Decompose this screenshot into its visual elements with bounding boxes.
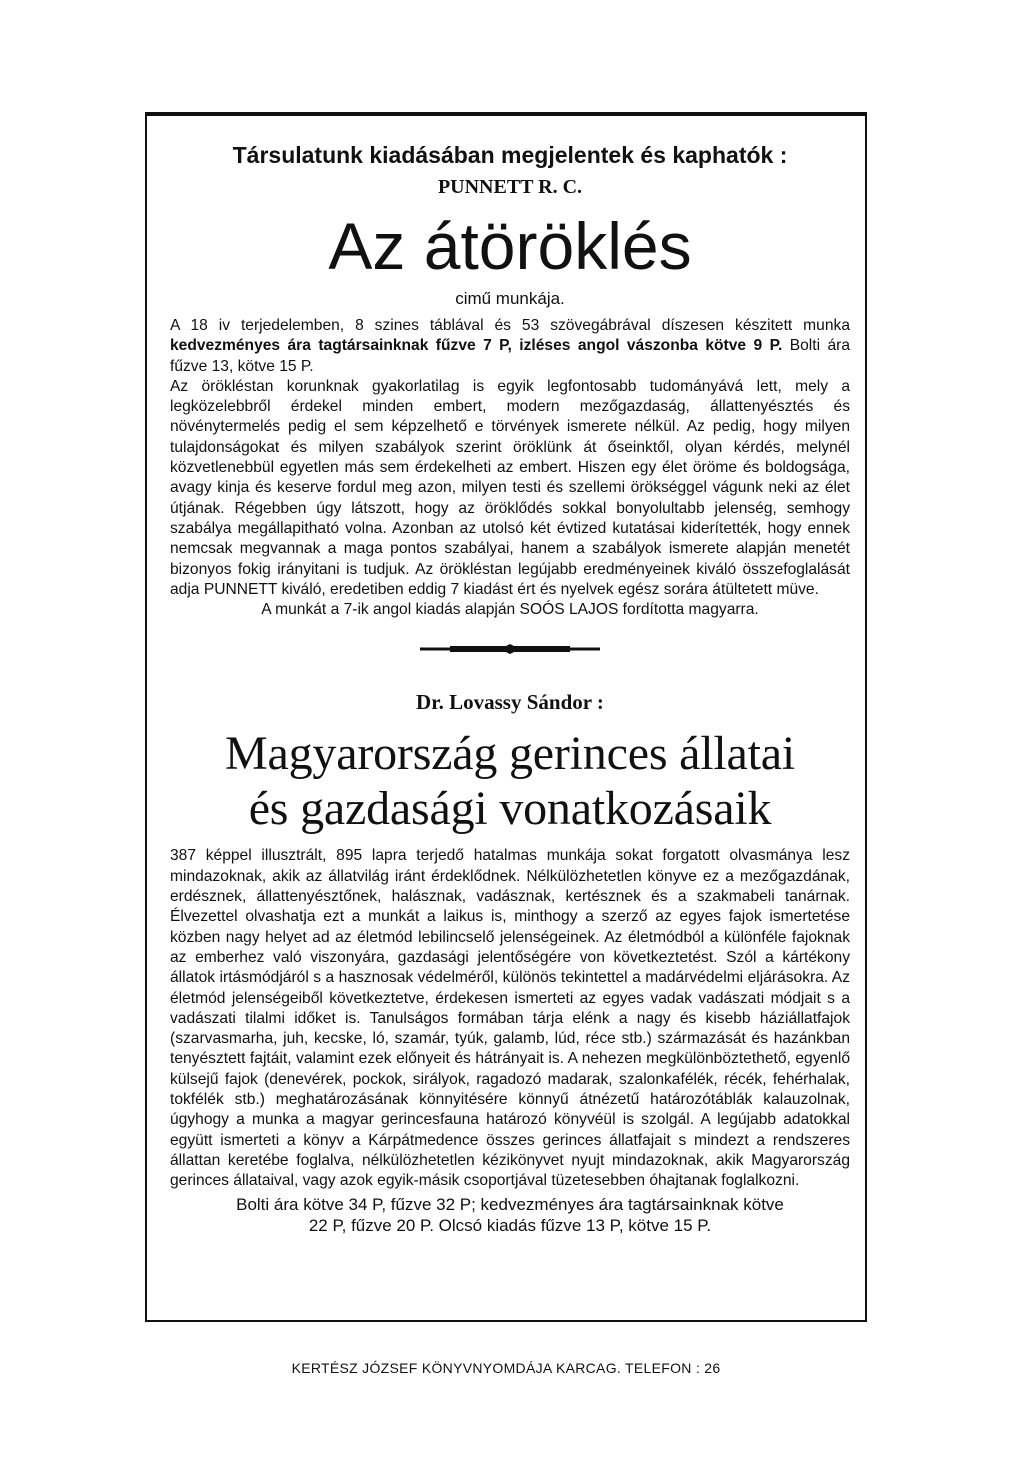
book2-price-line1: Bolti ára kötve 34 P, fűzve 32 P; kedvezményes ára tagtársainknak kötve bbox=[236, 1194, 784, 1214]
book2-price-line2: 22 P, fűzve 20 P. Olcsó kiadás fűzve 13 P, kötve 15 P. bbox=[308, 1215, 712, 1235]
book1-title: Az átöröklés bbox=[328, 209, 692, 283]
book1-translation-note: A munkát a 7-ik angol kiadás alapján SOÓS LAJOS fordította magyarra. bbox=[261, 601, 759, 619]
book1-description-a: A 18 iv terjedelemben, 8 szines táblával és 53 szövegábrával díszesen készitett munka bbox=[170, 317, 850, 334]
book2-author: Dr. Lovassy Sándor : bbox=[416, 690, 604, 715]
document-content bbox=[170, 128, 850, 1236]
advert-punnett bbox=[170, 140, 850, 620]
printer-imprint: KERTÉSZ JÓZSEF KÖNYVNYOMDÁJA KARCAG. TELEFON : 26 bbox=[291, 1360, 721, 1376]
book2-title-line2: és gazdasági vonatkozásaik bbox=[248, 782, 772, 836]
book1-description bbox=[170, 316, 850, 377]
book1-body: Az örökléstan korunknak gyakorlatilag is egyik legfontosabb tudományává lett, mely a legközelebbről érdekel minden embert, modern mezőgazdaság, állattenyésztés és növénytermelés pedig el sem képzelhető e törvények ismerete nélkül. Az pedig, hogy milyen tulajdonságokat és milyen szabályok szerint öröklünk át őseinktől, olyan kérdés, melynél közvetlenebbül egyetlen más sem érdekelheti az embert. Hiszen egy élet öröme és boldogsága, avagy kinja és keserve fordul meg azon, milyen testi és szellemi örökséggel vágunk neki az élet útjának. Régebben úgy látszott, hogy az öröklődés sokkal bonyolultabb jelenség, semhogy szabálya megállapitható volna. Azonban az utolsó két évtized kutatásai kiderítették, hogy ennek nemcsak megvannak a maga pontos szabályai, hanem a szabályok ismerete alapján menetét bizonyos fokig irányitani is tudjuk. Az örökléstan legújabb eredményeinek kiváló összefoglalását adja PUNNETT kiváló, eredetiben eddig 7 kiadást ért és nyelvek egész sorára átültetett müve. bbox=[170, 377, 850, 598]
book2-title-line1: Magyarország gerinces állatai bbox=[225, 727, 795, 781]
book1-retail-price: Bolti ára fűzve 13, kötve 15 P. bbox=[170, 337, 850, 375]
book1-author: PUNNETT R. C. bbox=[437, 176, 583, 198]
book2-body: 387 képpel illusztrált, 895 lapra terjedő hatalmas munkája sokat forgatott olvasmánya lesz mindazoknak, akik az állatvilág iránt érdeklődnek. Nélkülözhetetlen könyve ez a mezőgazdának, erdésznek, állattenyésztőnek, halásznak, vadásznak, kertésznek és a szakmabeli tanárnak. Élvezettel olvashatja ezt a munkát a laikus is, minthogy a szerző az egyes fajok ismertetése közben nagy helyet ad az életmód lebilincselő jelenségeinek. Az életmódból a különféle fajoknak az emberhez való viszonyára, gazdasági jelentőségére von következtetést. Szól a kártékony állatok irtásmódjáról s a hasznosak védelméről, különös tekintettel a madárvédelmi eljárásokra. Az életmód jelenségeiből következtetve, érdekesen ismerteti az egyes vadak vadászati módjait s a vadászati tilalmi időket is. Tanulságos formában tárja elénk a nagy és kisebb háziállatfajok (szarvasmarha, juh, kecske, ló, szamár, tyúk, galamb, lúd, réce stb.) származását és hazánkban tenyésztett fajtáit, valamint ezek előnyeit és hátrányait is. A nehezen megkülönböztethető, egyenlő külsejű fajok (denevérek, pockok, sirályok, ragadozó madarak, szalonkafélék, récék, fehérhalak, tokfélék stb.) meghatározásának könnyitésére könnyű átnézetű határozótáblák kalauzolnak, úgyhogy a munka a magyar gerincesfauna határozó könyvéül is szolgál. A legújabb adatokkal együtt ismerteti a könyv a Kárpátmedence összes gerinces állatfajait s mindezt a rendszeres állattan keretébe foglalva, nélkülözhetetlen kézikönyvet nyujt mindazoknak, akik Magyarország gerinces állataival, vagy azok egyik-másik csoportjával tüzetesebben óhajtanak foglalkozni. bbox=[170, 847, 850, 1190]
advert-lovassy bbox=[170, 688, 850, 1235]
book1-subtitle: cimű munkája. bbox=[455, 289, 565, 308]
ornamental-divider bbox=[420, 644, 600, 654]
book2-title bbox=[170, 726, 850, 836]
book1-member-price: kedvezményes ára tagtársainknak fűzve 7 P, izléses angol vászonba kötve 9 P. bbox=[170, 337, 783, 355]
publisher-heading: Társulatunk kiadásában megjelentek és kaphatók : bbox=[232, 142, 788, 168]
